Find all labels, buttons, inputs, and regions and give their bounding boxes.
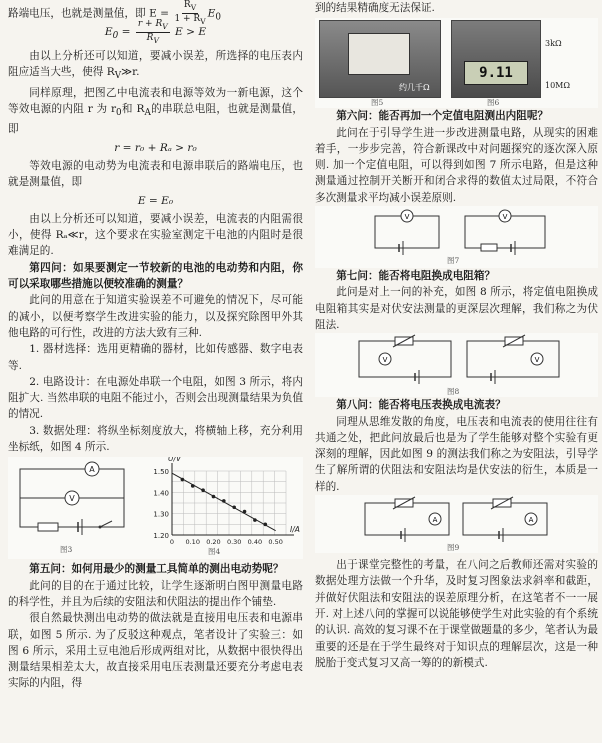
circuit-fig9 xyxy=(315,495,598,545)
paragraph: 1. 器材选择：选用更精确的器材，比如传感器、数字电表等. xyxy=(8,343,303,372)
paragraph: 出于课堂完整性的考量，在八问之后教师还需对实验的数据处理方法做一个升华，及时复习图象法求斜率和截距，并做好伏阻法和安阻法的误差原理分析，在这笔者不一一展开. 对上述八问的掌握可以说能够使学生对此实验的有个系统的认识. 高效的复习课不在于课堂做题量的多少，笔者认为最重要的还是在于学生最终对于知识点的理解层次，这是一种脱胎于变式复习又高一筹的的新模式. xyxy=(315,559,598,669)
meter-display: 9.11 xyxy=(464,61,528,85)
section-heading-8: 第八问：能否将电压表换成电流表？ xyxy=(336,399,506,412)
figure-row xyxy=(8,457,303,559)
x-tick-label: 0.10 xyxy=(185,538,200,547)
y-tick-label: 1.20 xyxy=(153,532,169,541)
figure-8 xyxy=(315,333,598,397)
paragraph: 很自然最快测出电动势的做法就是直接用电压表和电源串联，如图 5 所示. 为了反驳这种观点，笔者设计了实验三：如图 6 所示，采用土豆电池后形成两组对比，从数据中很快得出测量结果相差太大，故直接采用电压表测量还要充分考虑电表实际的内阻，得 xyxy=(8,612,303,690)
svg-text:V: V xyxy=(382,356,388,365)
section-heading-4: 第四问：如果要测定一节较新的电池的电动势和内阻，你可以采取哪些措施以便较准确的测量？ xyxy=(8,261,303,291)
paragraph: 由以上分析还可以知道，要减小误差，电流表的内阻需很小，使得 Rₐ≪r，这个要求在实验室测定干电池的内阻时是很难满足的. xyxy=(8,212,303,258)
data-point xyxy=(181,478,185,482)
x-tick-label: 0.40 xyxy=(247,538,263,547)
left-column xyxy=(8,0,303,692)
figure-8-caption: 图8 xyxy=(447,387,460,397)
paragraph: 3. 数据处理：将纵坐标刻度放大，将横轴上移，充分利用坐标纸，如图 4 所示. xyxy=(8,424,303,454)
y-tick-label: 1.30 xyxy=(153,511,169,520)
paragraph: 路端电压，也就是测量值，即 E = $\frac{R_V}{1 + R_V}$ $E_0$ xyxy=(8,0,221,26)
text: E > E xyxy=(175,26,207,38)
paragraph: 2. 电路设计：在电源处串联一个电阻，如图 3 所示，将内阻扩大. 当然串联的电阻不能过小，否则会出现测量结果为负值的情况. xyxy=(8,375,303,421)
paragraph: 到的结果精确度无法保证. xyxy=(315,2,435,14)
circuit-fig3 xyxy=(14,459,134,547)
text: r + R xyxy=(137,18,163,29)
data-point xyxy=(201,489,205,493)
svg-text:V: V xyxy=(502,213,508,222)
figure-6-caption: 图6 xyxy=(487,98,500,108)
figure-7 xyxy=(315,206,598,268)
paragraph: 等效电源的电动势为电流表和电源串联后的路端电压，也就是测量值，即 xyxy=(8,160,303,189)
equation-2: $E_0$ = $\frac{r + R_V}{R_V}$ E > E xyxy=(104,18,207,45)
figure-5-6 xyxy=(315,18,598,108)
figure-4-caption: 图4 xyxy=(208,547,221,557)
paragraph: 同理从思维发散的角度，电压表和电流表的使用往往有共通之处，把此问放最后也是为了学生能够对整个实验有更深刻的理解，因此如图 9 的测法我们称之为安阻法，引导学生了解所谓的伏阻法和安阻法均是伏安法的衍生，本质是一样的. xyxy=(315,415,598,493)
paragraph: 由以上分析还可以知道，要减小误差，所选择的电压表内阻应适当大些，使得 $R_V≫r$. xyxy=(8,50,303,82)
section-heading-6: 第六问：能否再加一个定值电阻测出内阻呢？ xyxy=(336,110,549,123)
svg-text:A: A xyxy=(432,516,438,525)
section-heading-7: 第七问：能否将电阻换成电阻箱？ xyxy=(336,270,496,283)
text: E xyxy=(207,7,216,20)
text: E xyxy=(104,26,113,38)
x-tick-label: 0.50 xyxy=(268,538,283,547)
text: 由以上分析还可以知道，要减小误差，所选择的电压表内阻应适当大些，使得 R xyxy=(8,50,303,79)
equation-4: E = E₀ xyxy=(137,194,174,207)
text: R xyxy=(183,0,191,10)
text: R xyxy=(146,32,154,43)
label-10m: 10MΩ xyxy=(545,81,571,91)
svg-text:V: V xyxy=(534,356,540,365)
text: 的串联总电阻，也就是测量值，即 xyxy=(8,103,304,136)
data-point xyxy=(253,519,257,523)
svg-text:V: V xyxy=(404,213,410,222)
x-tick-label: 0 xyxy=(169,538,175,547)
x-tick-label: 0.20 xyxy=(206,538,221,547)
circuit-fig7 xyxy=(315,206,598,258)
figure-9 xyxy=(315,495,598,553)
data-point xyxy=(243,510,247,514)
paragraph: 此问是对上一问的补充，如图 8 所示，将定值电阻换成电阻箱其实是对伏安法测量的更深层次理解，我们称之为伏阻法. xyxy=(315,286,598,331)
circuit-fig8 xyxy=(315,333,598,387)
label-several-k: 约几千Ω xyxy=(399,83,430,93)
text: 1 + R xyxy=(174,13,201,24)
text: ≫r. xyxy=(121,66,140,79)
svg-text:V: V xyxy=(69,494,75,504)
data-point xyxy=(212,495,216,499)
label-3k: 3kΩ xyxy=(545,39,562,49)
fraction: $\frac{R_V}{1 + R_V}$ xyxy=(174,0,206,26)
right-column xyxy=(315,0,598,671)
svg-text:A: A xyxy=(528,516,534,525)
y-tick-label: 1.40 xyxy=(153,489,169,498)
figure-9-caption: 图9 xyxy=(447,543,460,553)
paragraph: 此问在于引导学生进一步改进测量电路，从现实的困难着手，一步步完善，符合新课改中对问题探究的逐次深入原则. 加一个定值电阻，可以得到如图 7 所示电路，但是这种测量通过控制开关断开和闭合求得的数值太过局限，不符合多次测量求平均减小误差原则. xyxy=(315,126,598,204)
figure-7-caption: 图7 xyxy=(447,256,460,266)
data-point xyxy=(191,484,195,488)
svg-text:A: A xyxy=(89,465,95,475)
equation-3: r = r₀ + Rₐ > r₀ xyxy=(114,141,197,154)
u-i-graph xyxy=(136,457,301,551)
text: 路端电压，也就是测量值，即 E = xyxy=(8,7,173,20)
y-tick-label: 1.50 xyxy=(153,468,169,477)
paragraph: 此问的用意在于知道实验误差不可避免的情况下，尽可能的减小，以便考察学生改进实验的能力，以及探究除图甲外其他电路的可行性，改进的方法大致有三种. xyxy=(8,294,303,339)
photo-multimeter xyxy=(451,20,541,98)
fraction: $\frac{r + R_V}{R_V}$ xyxy=(137,18,168,45)
text: 和 R xyxy=(121,103,145,115)
meter-face xyxy=(348,33,410,75)
data-point xyxy=(263,523,267,527)
data-point xyxy=(232,506,236,510)
x-tick-label: 0.30 xyxy=(226,538,242,547)
figure-3-caption: 图3 xyxy=(60,545,73,555)
data-point xyxy=(222,499,226,503)
y-axis-label: U/V xyxy=(168,457,182,464)
figure-5-caption: 图5 xyxy=(371,98,384,108)
section-heading-5: 第五问：如何用最少的测量工具简单的测出电动势呢？ xyxy=(29,563,284,576)
text: 同样原理，把图乙中电流表和电源等效为一新电源，这个等效电源的内阻 r 为 r xyxy=(8,86,303,115)
paragraph: 同样原理，把图乙中电流表和电源等效为一新电源，这个等效电源的内阻 r 为 $r_0$和 $R_A$的串联总电阻，也就是测量值，即 xyxy=(8,86,304,136)
paragraph: 此问的目的在于通过比较，让学生逐渐明白图甲测量电路的科学性，并且为后续的安阻法和伏阻法的提出作个铺垫. xyxy=(8,579,303,608)
resistor-symbol xyxy=(38,523,58,531)
x-axis-label: I/A xyxy=(290,525,300,535)
